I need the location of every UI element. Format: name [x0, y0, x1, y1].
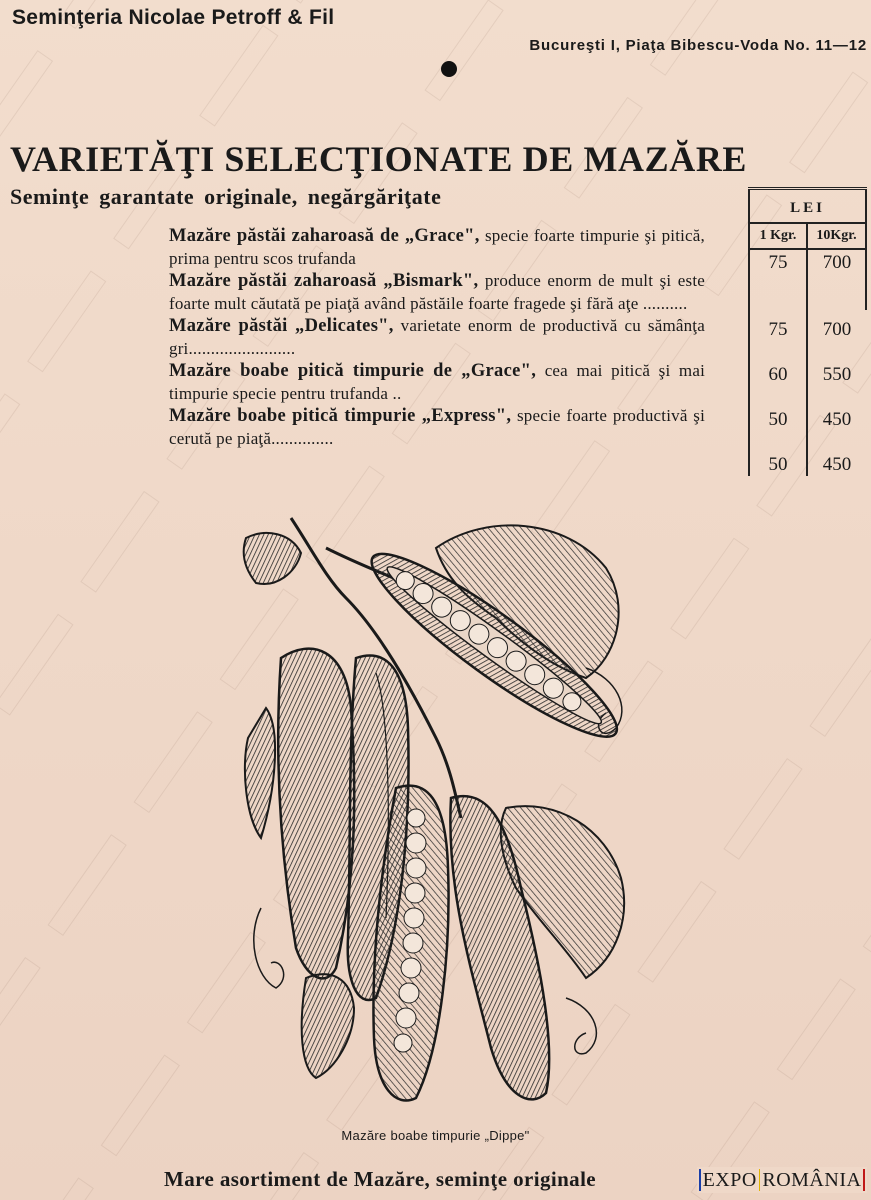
- price-table: [748, 187, 867, 476]
- company-name: Seminţeria Nicolae Petroff & Fil: [12, 6, 335, 29]
- price-1kg: 60: [768, 364, 788, 385]
- flag-stripe-red: [863, 1169, 865, 1191]
- page-title: VARIETĂŢI SELECŢIONATE DE MAZĂRE: [10, 139, 748, 179]
- currency-header: LEI: [790, 200, 825, 216]
- variety-description: produce enorm de mult şi este foarte mult căutată pe piaţă având păstăile foarte fragede şi fără aţe ..........: [169, 271, 705, 313]
- variety-name: Mazăre păstăi zaharoasă „Bismark",: [169, 271, 479, 291]
- column-header-10kg: 10Kgr.: [816, 228, 857, 243]
- variety-item: [169, 360, 705, 405]
- footer-text: Mare asortiment de Mazăre, seminţe originale: [164, 1167, 597, 1191]
- illustration-caption: Mazăre boabe timpurie „Dippe": [341, 1128, 530, 1143]
- company-address: Bucureşti I, Piaţa Bibescu-Voda No. 11—12: [529, 37, 867, 54]
- variety-list: [169, 225, 705, 450]
- watermark-logo: [697, 1167, 867, 1193]
- variety-name: Mazăre boabe pitică timpurie de „Grace",: [169, 361, 537, 381]
- header-rule: [748, 248, 867, 250]
- price-10kg: 450: [822, 409, 852, 430]
- header-rule: [748, 222, 867, 224]
- price-1kg: 50: [768, 409, 788, 430]
- price-1kg: 75: [768, 252, 788, 273]
- bullet-dot: [441, 61, 457, 77]
- watermark-left: EXPO: [702, 1168, 757, 1191]
- variety-description: varietate enorm de productivă cu sămânţa gri........................: [169, 316, 705, 358]
- price-1kg: 50: [768, 454, 788, 475]
- variety-item: [169, 225, 705, 270]
- price-1kg: 75: [768, 319, 788, 340]
- flag-stripe-blue: [699, 1169, 701, 1191]
- page-subtitle: Seminţe garantate originale, negărgăriţate: [10, 184, 442, 209]
- variety-name: Mazăre păstăi zaharoasă de „Grace",: [169, 226, 480, 246]
- variety-description: specie foarte timpurie şi pitică, prima pentru scos trufanda: [169, 226, 705, 268]
- price-10kg: 450: [822, 454, 852, 475]
- flag-stripe-yellow: [759, 1169, 761, 1191]
- variety-name: Mazăre păstăi „Delicates",: [169, 316, 394, 336]
- variety-item: [169, 315, 705, 360]
- variety-description: specie foarte productivă şi cerută pe piaţă..............: [169, 406, 705, 448]
- price-10kg: 700: [822, 319, 852, 340]
- column-divider: [806, 224, 808, 476]
- variety-item: [169, 270, 705, 315]
- watermark-right: ROMÂNIA: [762, 1168, 862, 1191]
- variety-name: Mazăre boabe pitică timpurie „Express",: [169, 406, 512, 426]
- price-10kg: 550: [822, 364, 852, 385]
- pea-pods-illustration: [236, 508, 636, 1108]
- variety-description: cea mai pitică şi mai timpurie specie pentru trufanda ..: [169, 361, 706, 403]
- column-header-1kg: 1 Kgr.: [759, 228, 797, 243]
- price-10kg: 700: [822, 252, 852, 273]
- variety-item: [169, 405, 705, 450]
